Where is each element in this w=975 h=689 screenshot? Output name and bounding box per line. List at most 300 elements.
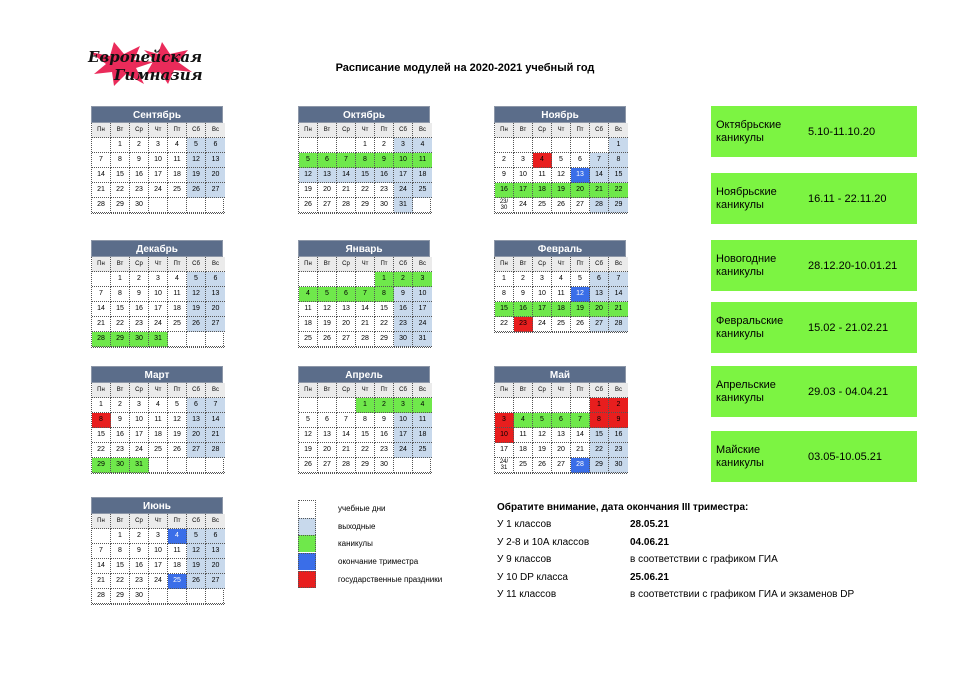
month-calendar <box>494 106 626 214</box>
day-cell: 27 <box>206 183 225 198</box>
empty-cell <box>413 458 432 473</box>
weekday-header: Ср <box>337 257 356 272</box>
day-cell: 13 <box>318 168 337 183</box>
day-cell: 27 <box>206 317 225 332</box>
day-cell: 3 <box>533 272 552 287</box>
day-cell: 4 <box>168 138 187 153</box>
day-cell: 5 <box>299 413 318 428</box>
day-cell: 24/ 31 <box>495 458 514 473</box>
weekday-header: Вс <box>206 123 225 138</box>
weekday-header: Чт <box>552 383 571 398</box>
month-calendar <box>494 366 626 474</box>
day-cell: 30 <box>375 458 394 473</box>
weekday-header: Вс <box>206 383 225 398</box>
day-cell: 12 <box>168 413 187 428</box>
weekday-header: Чт <box>356 123 375 138</box>
day-cell: 19 <box>571 302 590 317</box>
day-cell: 2 <box>375 398 394 413</box>
day-cell: 15 <box>609 168 628 183</box>
day-cell: 5 <box>552 153 571 168</box>
day-cell: 12 <box>552 168 571 183</box>
legend <box>298 500 442 588</box>
day-cell: 22 <box>495 317 514 332</box>
day-cell: 7 <box>337 413 356 428</box>
weekday-header: Вт <box>514 123 533 138</box>
day-cell: 18 <box>413 168 432 183</box>
day-cell: 28 <box>92 589 111 604</box>
weekday-header: Пн <box>299 383 318 398</box>
day-cell: 25 <box>552 317 571 332</box>
day-cell: 28 <box>590 198 609 213</box>
weekday-header: Вс <box>206 257 225 272</box>
day-cell: 26 <box>318 332 337 347</box>
day-cell: 24 <box>130 443 149 458</box>
day-cell: 7 <box>609 272 628 287</box>
legend-label: окончание триместра <box>338 557 419 567</box>
notice-value: 28.05.21 <box>630 519 669 531</box>
notice-group: У 9 классов <box>497 554 552 566</box>
day-cell: 7 <box>206 398 225 413</box>
weekday-header: Пн <box>299 123 318 138</box>
day-cell: 9 <box>130 544 149 559</box>
day-cell: 29 <box>356 458 375 473</box>
weekday-header: Вт <box>318 383 337 398</box>
day-cell: 16 <box>111 428 130 443</box>
day-cell: 20 <box>318 443 337 458</box>
empty-cell <box>149 589 168 604</box>
day-cell: 17 <box>413 302 432 317</box>
day-cell: 1 <box>495 272 514 287</box>
day-cell: 3 <box>149 272 168 287</box>
day-cell: 11 <box>299 302 318 317</box>
day-cell: 13 <box>206 544 225 559</box>
day-cell: 15 <box>92 428 111 443</box>
day-cell: 30 <box>394 332 413 347</box>
day-cell: 10 <box>149 544 168 559</box>
day-cell: 3 <box>394 398 413 413</box>
day-cell: 7 <box>92 544 111 559</box>
weekday-header: Пн <box>495 383 514 398</box>
month-calendar <box>91 366 223 474</box>
day-cell: 31 <box>149 332 168 347</box>
day-cell: 11 <box>514 428 533 443</box>
day-cell: 19 <box>168 428 187 443</box>
empty-cell <box>318 398 337 413</box>
month-grid <box>298 123 431 214</box>
day-cell: 1 <box>375 272 394 287</box>
day-cell: 20 <box>206 302 225 317</box>
day-cell: 9 <box>130 287 149 302</box>
month-calendar <box>91 106 223 214</box>
day-cell: 13 <box>206 287 225 302</box>
weekday-header: Вс <box>206 514 225 529</box>
day-cell: 19 <box>533 443 552 458</box>
day-cell: 7 <box>92 153 111 168</box>
day-cell: 1 <box>590 398 609 413</box>
month-name: Февраль <box>494 240 626 257</box>
day-cell: 24 <box>514 198 533 213</box>
day-cell: 4 <box>533 153 552 168</box>
day-cell: 20 <box>318 183 337 198</box>
holiday-name: Ноябрьские каникулы <box>716 185 777 211</box>
legend-label: государственные праздники <box>338 574 443 584</box>
day-cell: 29 <box>375 332 394 347</box>
month-grid <box>494 123 627 214</box>
day-cell: 5 <box>318 287 337 302</box>
empty-cell <box>206 198 225 213</box>
day-cell: 13 <box>187 413 206 428</box>
empty-cell <box>206 589 225 604</box>
holiday-dates: 5.10-11.10.20 <box>808 125 876 138</box>
legend-swatch-holidays <box>298 535 316 552</box>
weekday-header: Чт <box>356 257 375 272</box>
day-cell: 10 <box>394 413 413 428</box>
day-cell: 18 <box>514 443 533 458</box>
day-cell: 29 <box>92 458 111 473</box>
day-cell: 22 <box>609 183 628 198</box>
weekday-header: Чт <box>149 123 168 138</box>
holiday-name: Новогодние каникулы <box>716 252 777 278</box>
day-cell: 14 <box>356 302 375 317</box>
day-cell: 18 <box>168 168 187 183</box>
day-cell: 5 <box>187 529 206 544</box>
weekday-header: Ср <box>130 383 149 398</box>
day-cell: 3 <box>149 529 168 544</box>
weekday-header: Сб <box>590 383 609 398</box>
empty-cell <box>299 398 318 413</box>
holiday-dates: 16.11 - 22.11.20 <box>808 192 887 205</box>
day-cell: 19 <box>318 317 337 332</box>
weekday-header: Чт <box>552 123 571 138</box>
holiday-name: Февральские каникулы <box>716 314 784 340</box>
month-calendar <box>91 497 223 605</box>
weekday-header: Ср <box>533 257 552 272</box>
day-cell: 15 <box>356 428 375 443</box>
day-cell: 29 <box>356 198 375 213</box>
day-cell: 3 <box>514 153 533 168</box>
weekday-header: Вт <box>111 383 130 398</box>
day-cell: 16 <box>375 428 394 443</box>
day-cell: 23 <box>130 183 149 198</box>
empty-cell <box>187 332 206 347</box>
day-cell: 12 <box>318 302 337 317</box>
day-cell: 4 <box>168 529 187 544</box>
weekday-header: Вс <box>413 257 432 272</box>
day-cell: 22 <box>111 183 130 198</box>
day-cell: 28 <box>337 198 356 213</box>
day-cell: 20 <box>590 302 609 317</box>
day-cell: 30 <box>130 589 149 604</box>
holiday-box <box>711 366 917 417</box>
day-cell: 9 <box>375 153 394 168</box>
day-cell: 2 <box>495 153 514 168</box>
day-cell: 9 <box>609 413 628 428</box>
day-cell: 31 <box>130 458 149 473</box>
day-cell: 29 <box>111 332 130 347</box>
empty-cell <box>533 398 552 413</box>
day-cell: 8 <box>111 287 130 302</box>
empty-cell <box>318 272 337 287</box>
day-cell: 4 <box>299 287 318 302</box>
month-name: Март <box>91 366 223 383</box>
day-cell: 26 <box>187 574 206 589</box>
weekday-header: Пт <box>375 383 394 398</box>
day-cell: 17 <box>394 168 413 183</box>
day-cell: 12 <box>571 287 590 302</box>
day-cell: 30 <box>609 458 628 473</box>
day-cell: 27 <box>206 574 225 589</box>
weekday-header: Сб <box>394 257 413 272</box>
empty-cell <box>168 589 187 604</box>
day-cell: 21 <box>206 428 225 443</box>
legend-swatch-school-days <box>298 500 316 517</box>
month-calendar <box>298 240 430 348</box>
day-cell: 26 <box>187 317 206 332</box>
month-name: Сентябрь <box>91 106 223 123</box>
weekday-header: Вс <box>413 383 432 398</box>
weekday-header: Ср <box>130 257 149 272</box>
weekday-header: Пт <box>168 123 187 138</box>
month-grid <box>91 257 224 348</box>
holiday-name: Октябрьские каникулы <box>716 118 782 144</box>
day-cell: 22 <box>375 317 394 332</box>
day-cell: 20 <box>187 428 206 443</box>
weekday-header: Сб <box>394 123 413 138</box>
day-cell: 23 <box>375 443 394 458</box>
day-cell: 12 <box>299 168 318 183</box>
month-calendar <box>298 106 430 214</box>
day-cell: 16 <box>375 168 394 183</box>
day-cell: 16 <box>130 302 149 317</box>
day-cell: 22 <box>590 443 609 458</box>
day-cell: 12 <box>187 153 206 168</box>
day-cell: 4 <box>514 413 533 428</box>
day-cell: 28 <box>206 443 225 458</box>
month-name: Декабрь <box>91 240 223 257</box>
day-cell: 21 <box>356 317 375 332</box>
day-cell: 11 <box>168 287 187 302</box>
day-cell: 22 <box>111 574 130 589</box>
day-cell: 1 <box>356 398 375 413</box>
day-cell: 19 <box>552 183 571 198</box>
day-cell: 24 <box>533 317 552 332</box>
day-cell: 9 <box>375 413 394 428</box>
day-cell: 8 <box>356 153 375 168</box>
day-cell: 18 <box>168 302 187 317</box>
day-cell: 20 <box>206 168 225 183</box>
day-cell: 25 <box>149 443 168 458</box>
month-grid <box>298 383 431 474</box>
day-cell: 24 <box>394 443 413 458</box>
weekday-header: Вт <box>514 257 533 272</box>
legend-item <box>298 518 442 536</box>
empty-cell <box>299 272 318 287</box>
day-cell: 3 <box>394 138 413 153</box>
holiday-dates: 28.12.20-10.01.21 <box>808 259 898 272</box>
empty-cell <box>552 398 571 413</box>
weekday-header: Пт <box>571 257 590 272</box>
day-cell: 21 <box>609 302 628 317</box>
empty-cell <box>206 332 225 347</box>
day-cell: 15 <box>375 302 394 317</box>
day-cell: 4 <box>149 398 168 413</box>
empty-cell <box>337 398 356 413</box>
day-cell: 23 <box>130 317 149 332</box>
day-cell: 21 <box>337 183 356 198</box>
day-cell: 5 <box>533 413 552 428</box>
day-cell: 17 <box>394 428 413 443</box>
day-cell: 2 <box>394 272 413 287</box>
weekday-header: Пн <box>92 123 111 138</box>
notice-group: У 10 DP класса <box>497 571 568 583</box>
empty-cell <box>206 458 225 473</box>
weekday-header: Пт <box>571 123 590 138</box>
empty-cell <box>187 589 206 604</box>
day-cell: 26 <box>187 183 206 198</box>
day-cell: 7 <box>590 153 609 168</box>
day-cell: 9 <box>495 168 514 183</box>
holiday-dates: 03.05-10.05.21 <box>808 450 883 463</box>
notice-row <box>497 516 917 534</box>
weekday-header: Вт <box>111 514 130 529</box>
weekday-header: Ср <box>337 383 356 398</box>
day-cell: 3 <box>149 138 168 153</box>
day-cell: 11 <box>533 168 552 183</box>
day-cell: 2 <box>130 272 149 287</box>
day-cell: 19 <box>187 168 206 183</box>
legend-label: каникулы <box>338 539 373 549</box>
day-cell: 3 <box>413 272 432 287</box>
logo-line1: Европейская <box>88 48 203 66</box>
day-cell: 14 <box>92 302 111 317</box>
weekday-header: Вс <box>609 257 628 272</box>
day-cell: 27 <box>318 458 337 473</box>
day-cell: 11 <box>149 413 168 428</box>
weekday-header: Сб <box>187 123 206 138</box>
weekday-header: Вт <box>111 123 130 138</box>
notice-row <box>497 551 917 569</box>
day-cell: 7 <box>571 413 590 428</box>
weekday-header: Сб <box>394 383 413 398</box>
weekday-header: Пн <box>495 123 514 138</box>
weekday-header: Вт <box>111 257 130 272</box>
weekday-header: Вс <box>609 123 628 138</box>
day-cell: 18 <box>168 559 187 574</box>
day-cell: 9 <box>130 153 149 168</box>
legend-label: учебные дни <box>338 504 386 514</box>
weekday-header: Вс <box>609 383 628 398</box>
weekday-header: Чт <box>149 514 168 529</box>
month-grid <box>91 123 224 214</box>
day-cell: 15 <box>111 168 130 183</box>
day-cell: 31 <box>394 198 413 213</box>
day-cell: 6 <box>337 287 356 302</box>
month-calendar <box>298 366 430 474</box>
day-cell: 11 <box>413 153 432 168</box>
weekday-header: Пн <box>92 257 111 272</box>
month-name: Июнь <box>91 497 223 514</box>
day-cell: 8 <box>111 544 130 559</box>
day-cell: 21 <box>92 183 111 198</box>
holiday-box <box>711 106 917 157</box>
day-cell: 6 <box>552 413 571 428</box>
notice-row <box>497 586 917 604</box>
empty-cell <box>571 138 590 153</box>
month-name: Апрель <box>298 366 430 383</box>
day-cell: 23 <box>111 443 130 458</box>
day-cell: 13 <box>337 302 356 317</box>
day-cell: 8 <box>609 153 628 168</box>
day-cell: 21 <box>337 443 356 458</box>
day-cell: 29 <box>590 458 609 473</box>
day-cell: 14 <box>609 287 628 302</box>
day-cell: 24 <box>149 183 168 198</box>
day-cell: 23 <box>130 574 149 589</box>
day-cell: 4 <box>413 398 432 413</box>
notice-group: У 11 классов <box>497 589 557 601</box>
day-cell: 6 <box>590 272 609 287</box>
empty-cell <box>394 458 413 473</box>
day-cell: 18 <box>533 183 552 198</box>
empty-cell <box>299 138 318 153</box>
day-cell: 10 <box>533 287 552 302</box>
day-cell: 14 <box>337 168 356 183</box>
day-cell: 25 <box>168 183 187 198</box>
day-cell: 17 <box>130 428 149 443</box>
day-cell: 14 <box>92 168 111 183</box>
month-name: Май <box>494 366 626 383</box>
day-cell: 8 <box>375 287 394 302</box>
day-cell: 16 <box>130 168 149 183</box>
day-cell: 9 <box>111 413 130 428</box>
day-cell: 7 <box>92 287 111 302</box>
day-cell: 26 <box>552 198 571 213</box>
day-cell: 9 <box>514 287 533 302</box>
weekday-header: Сб <box>590 257 609 272</box>
day-cell: 31 <box>413 332 432 347</box>
day-cell: 22 <box>92 443 111 458</box>
weekday-header: Чт <box>552 257 571 272</box>
day-cell: 17 <box>149 559 168 574</box>
empty-cell <box>168 198 187 213</box>
holiday-box <box>711 240 917 291</box>
day-cell: 25 <box>533 198 552 213</box>
empty-cell <box>495 398 514 413</box>
day-cell: 2 <box>514 272 533 287</box>
holiday-name: Майские каникулы <box>716 443 764 469</box>
day-cell: 24 <box>149 574 168 589</box>
day-cell: 1 <box>92 398 111 413</box>
day-cell: 28 <box>356 332 375 347</box>
legend-item <box>298 553 442 571</box>
day-cell: 14 <box>92 559 111 574</box>
day-cell: 23/ 30 <box>495 198 514 213</box>
notice-value: в соответствии с графиком ГИА и экзаменов DP <box>630 589 855 601</box>
notice-value: в соответствии с графиком ГИА <box>630 554 778 566</box>
day-cell: 27 <box>590 317 609 332</box>
legend-item <box>298 500 442 518</box>
legend-item <box>298 535 442 553</box>
holiday-box <box>711 431 917 482</box>
day-cell: 30 <box>130 198 149 213</box>
empty-cell <box>571 398 590 413</box>
weekday-header: Сб <box>590 123 609 138</box>
day-cell: 17 <box>149 168 168 183</box>
empty-cell <box>590 138 609 153</box>
day-cell: 24 <box>394 183 413 198</box>
day-cell: 12 <box>299 428 318 443</box>
day-cell: 8 <box>590 413 609 428</box>
